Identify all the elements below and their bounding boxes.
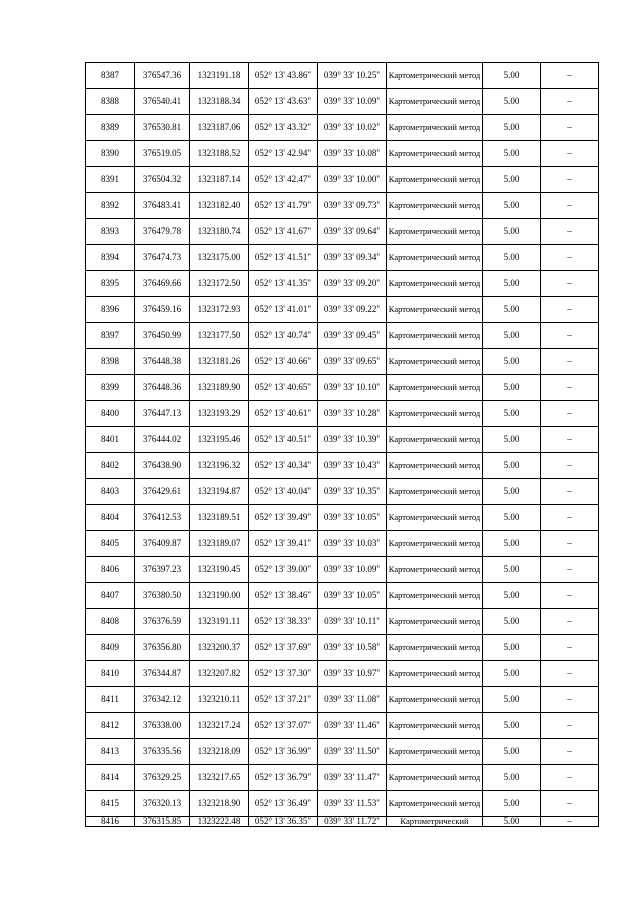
table-row <box>86 661 599 687</box>
table-row <box>86 583 599 609</box>
longitude-cell: 039° 33' 10.05" <box>318 505 387 531</box>
accuracy-cell: 5.00 <box>483 245 541 271</box>
table-row <box>86 427 599 453</box>
x-coordinate-cell: 376547.36 <box>135 63 190 89</box>
longitude-cell: 039° 33' 09.22" <box>318 297 387 323</box>
y-coordinate-cell: 1323191.11 <box>190 609 249 635</box>
accuracy-cell: 5.00 <box>483 271 541 297</box>
x-coordinate-cell: 376459.16 <box>135 297 190 323</box>
longitude-cell: 039° 33' 09.73" <box>318 193 387 219</box>
x-coordinate-cell: 376450.99 <box>135 323 190 349</box>
dash-cell: – <box>541 245 599 271</box>
y-coordinate-cell: 1323187.14 <box>190 167 249 193</box>
table-row <box>86 739 599 765</box>
x-coordinate-cell: 376448.38 <box>135 349 190 375</box>
longitude-cell: 039° 33' 10.39" <box>318 427 387 453</box>
dash-cell: – <box>541 349 599 375</box>
method-cell: Картометрический метод <box>387 479 483 505</box>
latitude-cell: 052° 13' 41.51" <box>249 245 318 271</box>
method-cell: Картометрический метод <box>387 713 483 739</box>
table-row <box>86 349 599 375</box>
latitude-cell: 052° 13' 43.86" <box>249 63 318 89</box>
point-number-cell: 8392 <box>86 193 135 219</box>
x-coordinate-cell: 376356.80 <box>135 635 190 661</box>
point-number-cell: 8397 <box>86 323 135 349</box>
longitude-cell: 039° 33' 10.58" <box>318 635 387 661</box>
method-cell: Картометрический метод <box>387 401 483 427</box>
method-cell: Картометрический метод <box>387 453 483 479</box>
accuracy-cell: 5.00 <box>483 219 541 245</box>
accuracy-cell: 5.00 <box>483 323 541 349</box>
point-number-cell: 8398 <box>86 349 135 375</box>
y-coordinate-cell: 1323175.00 <box>190 245 249 271</box>
latitude-cell: 052° 13' 41.67" <box>249 219 318 245</box>
table-body <box>86 63 599 827</box>
y-coordinate-cell: 1323218.90 <box>190 791 249 817</box>
y-coordinate-cell: 1323190.45 <box>190 557 249 583</box>
longitude-cell: 039° 33' 09.65" <box>318 349 387 375</box>
method-cell: Картометрический метод <box>387 427 483 453</box>
point-number-cell: 8395 <box>86 271 135 297</box>
dash-cell: – <box>541 193 599 219</box>
accuracy-cell: 5.00 <box>483 635 541 661</box>
latitude-cell: 052° 13' 41.35" <box>249 271 318 297</box>
point-number-cell: 8411 <box>86 687 135 713</box>
accuracy-cell: 5.00 <box>483 297 541 323</box>
longitude-cell: 039° 33' 11.47" <box>318 765 387 791</box>
table-row <box>86 479 599 505</box>
point-number-cell: 8394 <box>86 245 135 271</box>
latitude-cell: 052° 13' 39.00" <box>249 557 318 583</box>
longitude-cell: 039° 33' 09.20" <box>318 271 387 297</box>
y-coordinate-cell: 1323180.74 <box>190 219 249 245</box>
y-coordinate-cell: 1323188.34 <box>190 89 249 115</box>
dash-cell: – <box>541 687 599 713</box>
table-row <box>86 453 599 479</box>
table-row <box>86 401 599 427</box>
table-row <box>86 531 599 557</box>
latitude-cell: 052° 13' 36.79" <box>249 765 318 791</box>
y-coordinate-cell: 1323189.51 <box>190 505 249 531</box>
dash-cell: – <box>541 167 599 193</box>
latitude-cell: 052° 13' 40.04" <box>249 479 318 505</box>
point-number-cell: 8414 <box>86 765 135 791</box>
method-cell: Картометрический метод <box>387 271 483 297</box>
point-number-cell: 8409 <box>86 635 135 661</box>
point-number-cell: 8400 <box>86 401 135 427</box>
longitude-cell: 039° 33' 10.09" <box>318 557 387 583</box>
point-number-cell: 8389 <box>86 115 135 141</box>
method-cell: Картометрический метод <box>387 89 483 115</box>
longitude-cell: 039° 33' 10.00" <box>318 167 387 193</box>
latitude-cell: 052° 13' 40.74" <box>249 323 318 349</box>
dash-cell: – <box>541 89 599 115</box>
accuracy-cell: 5.00 <box>483 63 541 89</box>
longitude-cell: 039° 33' 10.97" <box>318 661 387 687</box>
accuracy-cell: 5.00 <box>483 609 541 635</box>
table-row <box>86 115 599 141</box>
point-number-cell: 8391 <box>86 167 135 193</box>
point-number-cell: 8416 <box>86 817 135 827</box>
method-cell: Картометрический метод <box>387 245 483 271</box>
dash-cell: – <box>541 713 599 739</box>
latitude-cell: 052° 13' 43.32" <box>249 115 318 141</box>
y-coordinate-cell: 1323190.00 <box>190 583 249 609</box>
dash-cell: – <box>541 427 599 453</box>
method-cell: Картометрический метод <box>387 193 483 219</box>
table-row <box>86 817 599 827</box>
x-coordinate-cell: 376344.87 <box>135 661 190 687</box>
point-number-cell: 8413 <box>86 739 135 765</box>
accuracy-cell: 5.00 <box>483 713 541 739</box>
x-coordinate-cell: 376342.12 <box>135 687 190 713</box>
x-coordinate-cell: 376338.00 <box>135 713 190 739</box>
table-row <box>86 245 599 271</box>
longitude-cell: 039° 33' 10.10" <box>318 375 387 401</box>
table-row <box>86 557 599 583</box>
x-coordinate-cell: 376479.78 <box>135 219 190 245</box>
method-cell: Картометрический метод <box>387 115 483 141</box>
x-coordinate-cell: 376438.90 <box>135 453 190 479</box>
method-cell: Картометрический метод <box>387 297 483 323</box>
dash-cell: – <box>541 219 599 245</box>
table-row <box>86 297 599 323</box>
method-cell: Картометрический метод <box>387 141 483 167</box>
dash-cell: – <box>541 765 599 791</box>
latitude-cell: 052° 13' 41.01" <box>249 297 318 323</box>
method-cell: Картометрический метод <box>387 531 483 557</box>
accuracy-cell: 5.00 <box>483 505 541 531</box>
coordinates-table <box>85 62 599 827</box>
method-cell: Картометрический метод <box>387 687 483 713</box>
latitude-cell: 052° 13' 42.47" <box>249 167 318 193</box>
dash-cell: – <box>541 479 599 505</box>
longitude-cell: 039° 33' 10.28" <box>318 401 387 427</box>
point-number-cell: 8388 <box>86 89 135 115</box>
method-cell: Картометрический метод <box>387 583 483 609</box>
x-coordinate-cell: 376376.59 <box>135 609 190 635</box>
accuracy-cell: 5.00 <box>483 89 541 115</box>
y-coordinate-cell: 1323188.52 <box>190 141 249 167</box>
dash-cell: – <box>541 453 599 479</box>
accuracy-cell: 5.00 <box>483 661 541 687</box>
longitude-cell: 039° 33' 10.08" <box>318 141 387 167</box>
point-number-cell: 8399 <box>86 375 135 401</box>
latitude-cell: 052° 13' 40.65" <box>249 375 318 401</box>
accuracy-cell: 5.00 <box>483 349 541 375</box>
accuracy-cell: 5.00 <box>483 167 541 193</box>
method-cell: Картометрический метод <box>387 661 483 687</box>
x-coordinate-cell: 376469.66 <box>135 271 190 297</box>
latitude-cell: 052° 13' 39.41" <box>249 531 318 557</box>
table-row <box>86 89 599 115</box>
x-coordinate-cell: 376315.85 <box>135 817 190 827</box>
x-coordinate-cell: 376444.02 <box>135 427 190 453</box>
method-cell: Картометрический метод <box>387 557 483 583</box>
dash-cell: – <box>541 817 599 827</box>
x-coordinate-cell: 376335.56 <box>135 739 190 765</box>
longitude-cell: 039° 33' 11.50" <box>318 739 387 765</box>
longitude-cell: 039° 33' 10.03" <box>318 531 387 557</box>
table-row <box>86 193 599 219</box>
latitude-cell: 052° 13' 37.30" <box>249 661 318 687</box>
accuracy-cell: 5.00 <box>483 453 541 479</box>
point-number-cell: 8403 <box>86 479 135 505</box>
table-row <box>86 635 599 661</box>
method-cell: Картометрический метод <box>387 349 483 375</box>
longitude-cell: 039° 33' 11.53" <box>318 791 387 817</box>
y-coordinate-cell: 1323210.11 <box>190 687 249 713</box>
point-number-cell: 8390 <box>86 141 135 167</box>
dash-cell: – <box>541 375 599 401</box>
dash-cell: – <box>541 531 599 557</box>
method-cell: Картометрический метод <box>387 765 483 791</box>
accuracy-cell: 5.00 <box>483 817 541 827</box>
dash-cell: – <box>541 401 599 427</box>
x-coordinate-cell: 376429.61 <box>135 479 190 505</box>
latitude-cell: 052° 13' 36.99" <box>249 739 318 765</box>
x-coordinate-cell: 376448.36 <box>135 375 190 401</box>
accuracy-cell: 5.00 <box>483 401 541 427</box>
table-row <box>86 713 599 739</box>
longitude-cell: 039° 33' 11.72" <box>318 817 387 827</box>
dash-cell: – <box>541 115 599 141</box>
dash-cell: – <box>541 141 599 167</box>
longitude-cell: 039° 33' 09.45" <box>318 323 387 349</box>
y-coordinate-cell: 1323217.65 <box>190 765 249 791</box>
latitude-cell: 052° 13' 36.35" <box>249 817 318 827</box>
x-coordinate-cell: 376483.41 <box>135 193 190 219</box>
x-coordinate-cell: 376412.53 <box>135 505 190 531</box>
x-coordinate-cell: 376540.41 <box>135 89 190 115</box>
dash-cell: – <box>541 661 599 687</box>
point-number-cell: 8415 <box>86 791 135 817</box>
method-cell: Картометрический метод <box>387 219 483 245</box>
accuracy-cell: 5.00 <box>483 531 541 557</box>
y-coordinate-cell: 1323177.50 <box>190 323 249 349</box>
method-cell: Картометрический метод <box>387 505 483 531</box>
dash-cell: – <box>541 297 599 323</box>
table-row <box>86 765 599 791</box>
point-number-cell: 8402 <box>86 453 135 479</box>
table-row <box>86 63 599 89</box>
accuracy-cell: 5.00 <box>483 739 541 765</box>
method-cell: Картометрический метод <box>387 323 483 349</box>
x-coordinate-cell: 376504.32 <box>135 167 190 193</box>
accuracy-cell: 5.00 <box>483 765 541 791</box>
y-coordinate-cell: 1323200.37 <box>190 635 249 661</box>
y-coordinate-cell: 1323189.90 <box>190 375 249 401</box>
longitude-cell: 039° 33' 10.02" <box>318 115 387 141</box>
dash-cell: – <box>541 271 599 297</box>
accuracy-cell: 5.00 <box>483 141 541 167</box>
longitude-cell: 039° 33' 09.34" <box>318 245 387 271</box>
accuracy-cell: 5.00 <box>483 791 541 817</box>
x-coordinate-cell: 376519.05 <box>135 141 190 167</box>
y-coordinate-cell: 1323207.82 <box>190 661 249 687</box>
method-cell: Картометрический <box>387 817 483 827</box>
x-coordinate-cell: 376320.13 <box>135 791 190 817</box>
y-coordinate-cell: 1323194.87 <box>190 479 249 505</box>
accuracy-cell: 5.00 <box>483 479 541 505</box>
latitude-cell: 052° 13' 43.63" <box>249 89 318 115</box>
point-number-cell: 8401 <box>86 427 135 453</box>
x-coordinate-cell: 376530.81 <box>135 115 190 141</box>
method-cell: Картометрический метод <box>387 791 483 817</box>
y-coordinate-cell: 1323195.46 <box>190 427 249 453</box>
table-row <box>86 141 599 167</box>
table-row <box>86 167 599 193</box>
point-number-cell: 8406 <box>86 557 135 583</box>
y-coordinate-cell: 1323181.26 <box>190 349 249 375</box>
latitude-cell: 052° 13' 38.33" <box>249 609 318 635</box>
table-row <box>86 375 599 401</box>
method-cell: Картометрический метод <box>387 609 483 635</box>
table-row <box>86 609 599 635</box>
x-coordinate-cell: 376397.23 <box>135 557 190 583</box>
latitude-cell: 052° 13' 37.07" <box>249 713 318 739</box>
y-coordinate-cell: 1323196.32 <box>190 453 249 479</box>
latitude-cell: 052° 13' 41.79" <box>249 193 318 219</box>
accuracy-cell: 5.00 <box>483 583 541 609</box>
dash-cell: – <box>541 635 599 661</box>
point-number-cell: 8408 <box>86 609 135 635</box>
longitude-cell: 039° 33' 10.09" <box>318 89 387 115</box>
longitude-cell: 039° 33' 11.46" <box>318 713 387 739</box>
longitude-cell: 039° 33' 10.25" <box>318 63 387 89</box>
point-number-cell: 8396 <box>86 297 135 323</box>
method-cell: Картометрический метод <box>387 635 483 661</box>
method-cell: Картометрический метод <box>387 375 483 401</box>
dash-cell: – <box>541 739 599 765</box>
x-coordinate-cell: 376447.13 <box>135 401 190 427</box>
longitude-cell: 039° 33' 10.35" <box>318 479 387 505</box>
accuracy-cell: 5.00 <box>483 427 541 453</box>
accuracy-cell: 5.00 <box>483 375 541 401</box>
y-coordinate-cell: 1323222.48 <box>190 817 249 827</box>
point-number-cell: 8410 <box>86 661 135 687</box>
latitude-cell: 052° 13' 36.49" <box>249 791 318 817</box>
dash-cell: – <box>541 583 599 609</box>
method-cell: Картометрический метод <box>387 739 483 765</box>
dash-cell: – <box>541 609 599 635</box>
y-coordinate-cell: 1323189.07 <box>190 531 249 557</box>
y-coordinate-cell: 1323182.40 <box>190 193 249 219</box>
y-coordinate-cell: 1323191.18 <box>190 63 249 89</box>
y-coordinate-cell: 1323217.24 <box>190 713 249 739</box>
x-coordinate-cell: 376329.25 <box>135 765 190 791</box>
y-coordinate-cell: 1323172.50 <box>190 271 249 297</box>
longitude-cell: 039° 33' 10.43" <box>318 453 387 479</box>
latitude-cell: 052° 13' 37.69" <box>249 635 318 661</box>
method-cell: Картометрический метод <box>387 63 483 89</box>
dash-cell: – <box>541 63 599 89</box>
point-number-cell: 8387 <box>86 63 135 89</box>
point-number-cell: 8407 <box>86 583 135 609</box>
table-row <box>86 791 599 817</box>
y-coordinate-cell: 1323218.09 <box>190 739 249 765</box>
longitude-cell: 039° 33' 09.64" <box>318 219 387 245</box>
longitude-cell: 039° 33' 11.08" <box>318 687 387 713</box>
accuracy-cell: 5.00 <box>483 115 541 141</box>
method-cell: Картометрический метод <box>387 167 483 193</box>
longitude-cell: 039° 33' 10.11" <box>318 609 387 635</box>
dash-cell: – <box>541 505 599 531</box>
latitude-cell: 052° 13' 40.34" <box>249 453 318 479</box>
dash-cell: – <box>541 557 599 583</box>
point-number-cell: 8393 <box>86 219 135 245</box>
table-row <box>86 219 599 245</box>
latitude-cell: 052° 13' 42.94" <box>249 141 318 167</box>
accuracy-cell: 5.00 <box>483 687 541 713</box>
latitude-cell: 052° 13' 38.46" <box>249 583 318 609</box>
latitude-cell: 052° 13' 40.66" <box>249 349 318 375</box>
point-number-cell: 8404 <box>86 505 135 531</box>
point-number-cell: 8405 <box>86 531 135 557</box>
latitude-cell: 052° 13' 40.51" <box>249 427 318 453</box>
point-number-cell: 8412 <box>86 713 135 739</box>
longitude-cell: 039° 33' 10.05" <box>318 583 387 609</box>
table-row <box>86 687 599 713</box>
dash-cell: – <box>541 791 599 817</box>
table-row <box>86 505 599 531</box>
y-coordinate-cell: 1323187.06 <box>190 115 249 141</box>
dash-cell: – <box>541 323 599 349</box>
latitude-cell: 052° 13' 39.49" <box>249 505 318 531</box>
y-coordinate-cell: 1323172.93 <box>190 297 249 323</box>
table-row <box>86 323 599 349</box>
latitude-cell: 052° 13' 37.21" <box>249 687 318 713</box>
accuracy-cell: 5.00 <box>483 193 541 219</box>
accuracy-cell: 5.00 <box>483 557 541 583</box>
y-coordinate-cell: 1323193.29 <box>190 401 249 427</box>
x-coordinate-cell: 376380.50 <box>135 583 190 609</box>
table-row <box>86 271 599 297</box>
x-coordinate-cell: 376474.73 <box>135 245 190 271</box>
latitude-cell: 052° 13' 40.61" <box>249 401 318 427</box>
x-coordinate-cell: 376409.87 <box>135 531 190 557</box>
